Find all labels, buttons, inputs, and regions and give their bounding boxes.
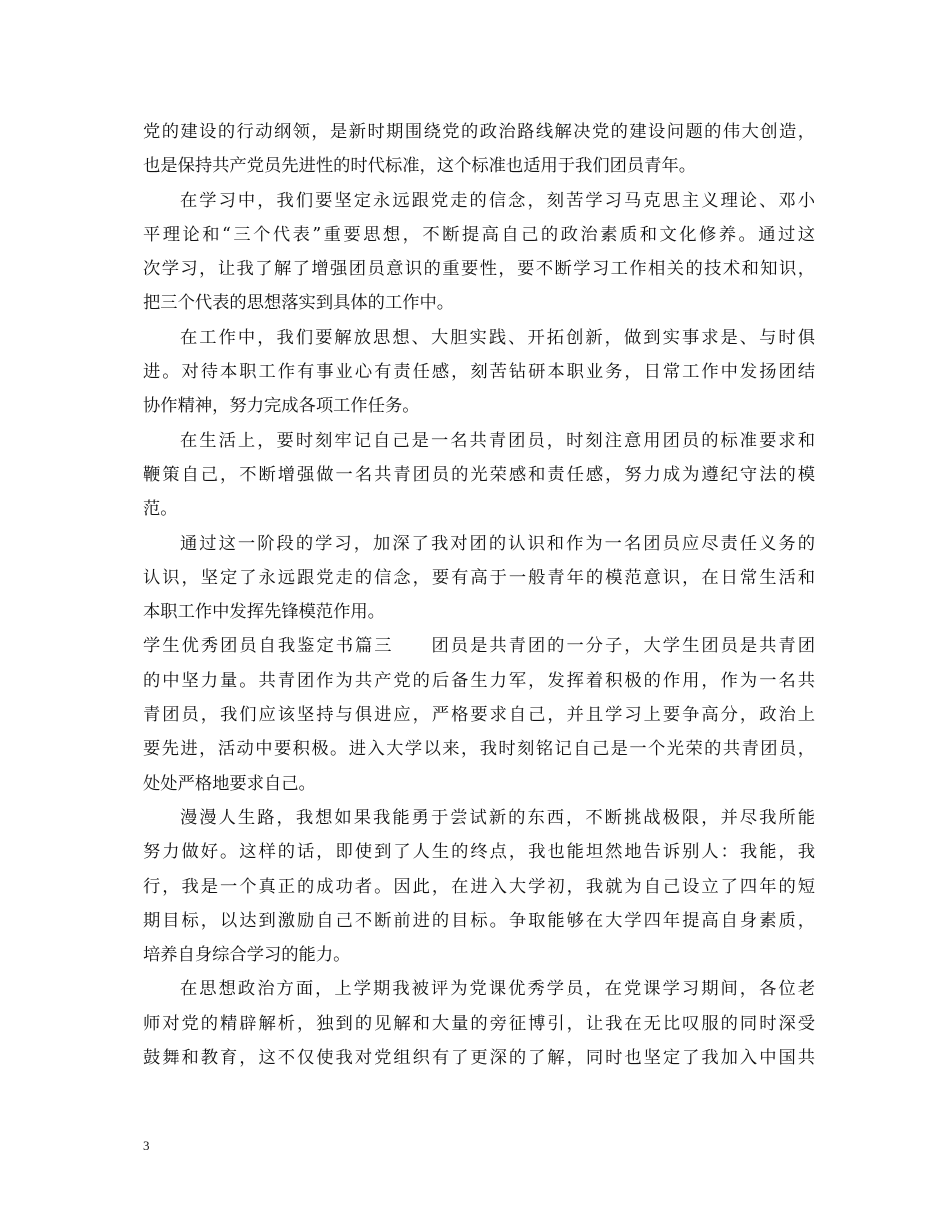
paragraph-first-line: 在生活上，要时刻牢记自己是一名共青团员，时刻注意用团员的标准要求和	[180, 430, 815, 451]
text-line: 次学习，让我了解了增强团员意识的重要性，要不断学习工作相关的技术和知识，	[143, 259, 815, 280]
text-line: 进。对待本职工作有事业心有责任感，刻苦钻研本职业务，日常工作中发扬团结	[143, 362, 815, 383]
paragraph-first-line: 在思想政治方面，上学期我被评为党课优秀学员，在党课学习期间，各位老	[180, 979, 815, 1000]
text-line: 范。	[143, 499, 178, 520]
text-line: 师对党的精辟解析，独到的见解和大量的旁征博引，让我在无比叹服的同时深受	[143, 1013, 815, 1034]
page-number: 3	[143, 1138, 150, 1153]
section-heading: 学生优秀团员自我鉴定书篇三	[143, 636, 394, 657]
text-line: 认识，坚定了永远跟党走的信念，要有高于一般青年的模范意识，在日常生活和	[143, 567, 815, 588]
paragraph-first-line: 在工作中，我们要解放思想、大胆实践、开拓创新，做到实事求是、与时俱	[180, 327, 815, 348]
text-line: 鼓舞和教育，这不仅使我对党组织有了更深的了解，同时也坚定了我加入中国共	[143, 1048, 815, 1069]
text-line: 青团员，我们应该坚持与俱进应，严格要求自己，并且学习上要争高分，政治上	[143, 705, 815, 726]
text-line: 努力做好。这样的话，即使到了人生的终点，我也能坦然地告诉别人：我能，我	[143, 842, 815, 863]
text-line: 平理论和“三个代表”重要思想，不断提高自己的政治素质和文化修养。通过这	[143, 224, 815, 245]
paragraph-first-line: 漫漫人生路，我想如果我能勇于尝试新的东西，不断挑战极限，并尽我所能	[180, 807, 815, 828]
text-line: 培养自身综合学习的能力。	[143, 945, 351, 966]
section-heading-continuation: 团员是共青团的一分子，大学生团员是共青团	[429, 636, 815, 657]
text-line: 鞭策自己，不断增强做一名共青团员的光荣感和责任感，努力成为遵纪守法的模	[143, 464, 815, 485]
paragraph-first-line: 在学习中，我们要坚定永远跟党走的信念，刻苦学习马克思主义理论、邓小	[180, 190, 815, 211]
section-heading-line	[143, 629, 815, 663]
text-line: 的中坚力量。共青团作为共产党的后备生力军，发挥着积极的作用，作为一名共	[143, 670, 815, 691]
text-line: 本职工作中发挥先锋模范作用。	[143, 602, 385, 623]
text-line: 要先进，活动中要积极。进入大学以来，我时刻铭记自己是一个光荣的共青团员，	[143, 739, 815, 760]
text-line: 行，我是一个真正的成功者。因此，在进入大学初，我就为自己设立了四年的短	[143, 876, 815, 897]
text-line: 处处严格地要求自己。	[143, 773, 316, 794]
text-line: 期目标，以达到激励自己不断前进的目标。争取能够在大学四年提高自身素质，	[143, 910, 815, 931]
text-line: 党的建设的行动纲领，是新时期围绕党的政治路线解决党的建设问题的伟大创造，	[143, 122, 815, 142]
text-line: 也是保持共产党员先进性的时代标准，这个标准也适用于我们团员青年。	[143, 156, 697, 177]
body-text	[143, 115, 815, 1075]
text-line: 协作精神，努力完成各项工作任务。	[143, 396, 420, 417]
text-line: 把三个代表的思想落实到具体的工作中。	[143, 293, 455, 314]
paragraph-first-line: 通过这一阶段的学习，加深了我对团的认识和作为一名团员应尽责任义务的	[180, 533, 815, 554]
